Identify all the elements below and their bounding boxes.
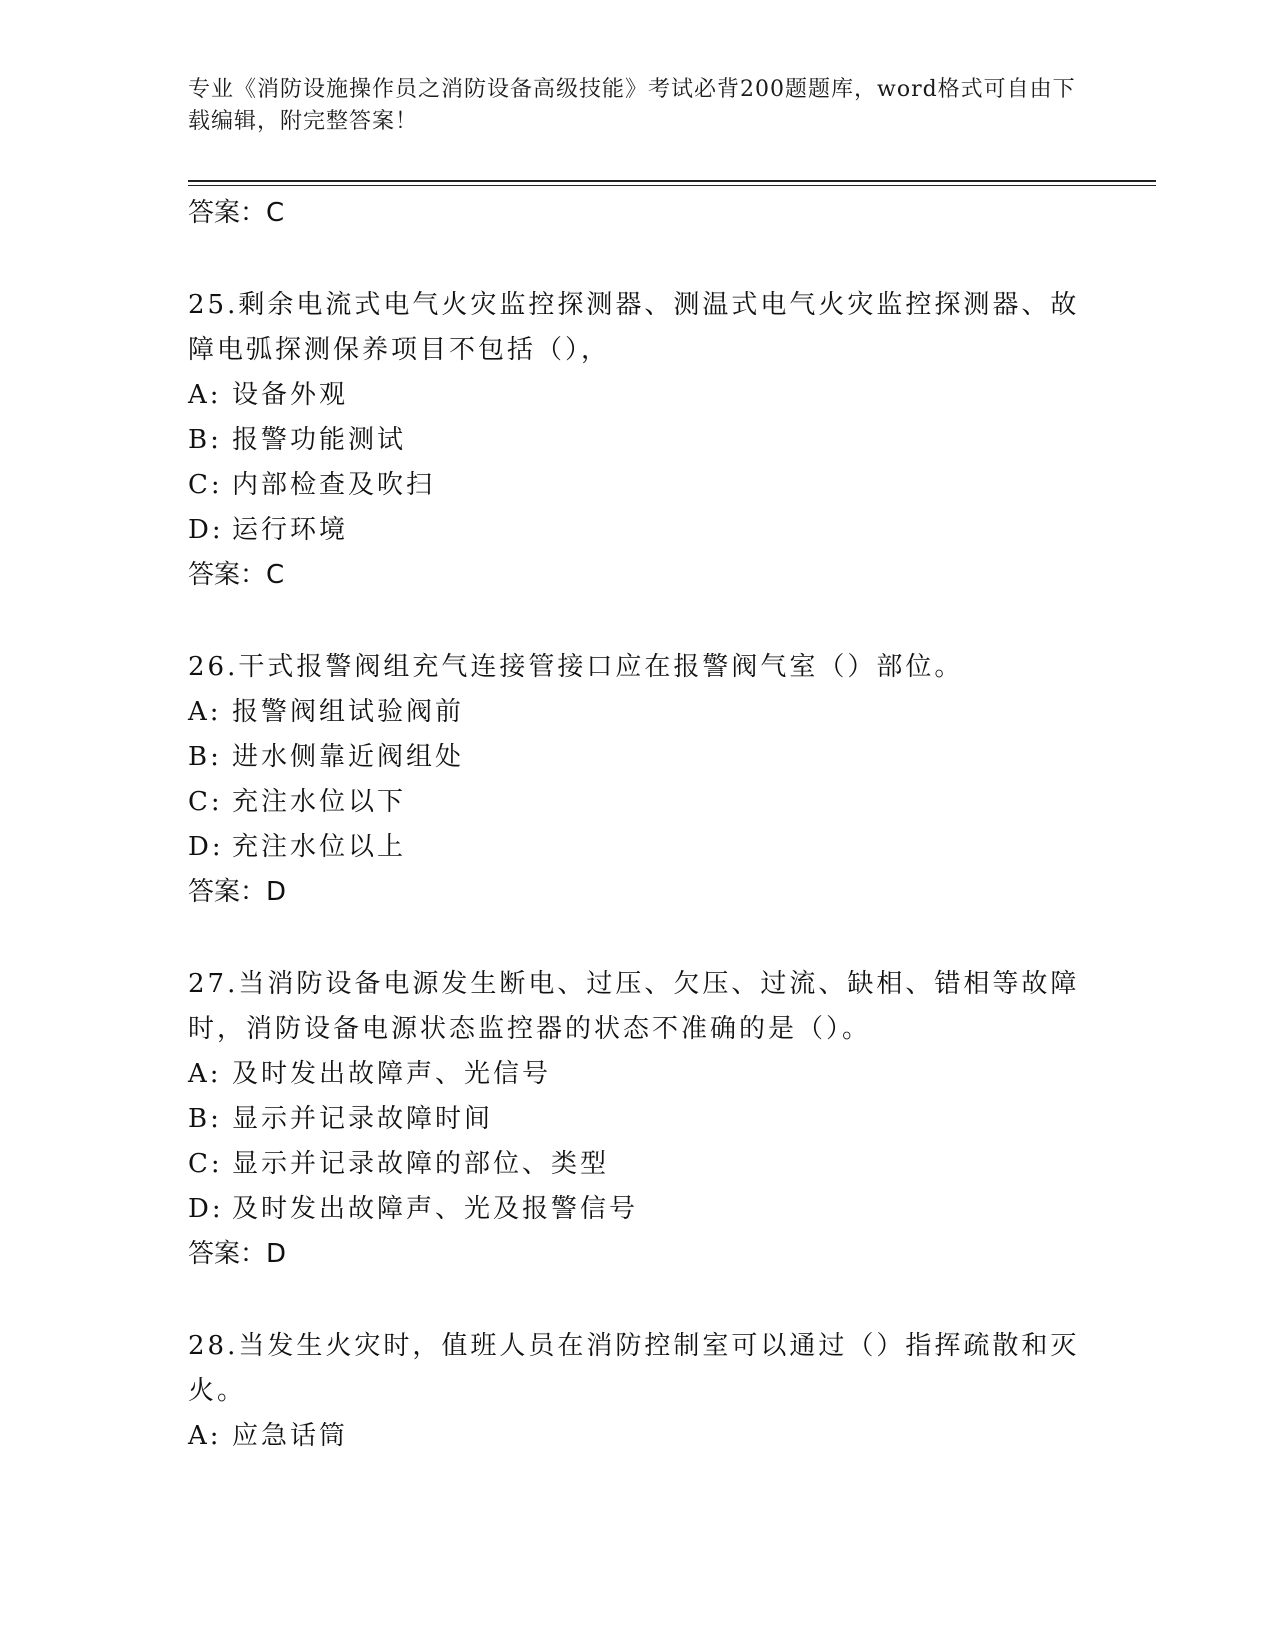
document-body xyxy=(188,188,1088,1459)
option-letter: D: xyxy=(188,515,224,545)
option-c xyxy=(188,463,1088,508)
question-28 xyxy=(188,1324,1088,1459)
option-text: 运行环境 xyxy=(232,515,349,545)
option-letter: A: xyxy=(188,697,222,727)
option-letter: C: xyxy=(188,1149,223,1179)
option-letter: D: xyxy=(188,832,224,862)
option-text: 充注水位以下 xyxy=(232,787,407,817)
answer-line: 答案：D xyxy=(188,877,287,907)
question-26 xyxy=(188,645,1088,914)
question-27 xyxy=(188,962,1088,1276)
option-letter: D: xyxy=(188,1194,224,1224)
option-text: 显示并记录故障的部位、类型 xyxy=(232,1149,610,1179)
option-b xyxy=(188,1097,1088,1142)
option-a xyxy=(188,1414,1088,1459)
option-b xyxy=(188,735,1088,780)
option-a xyxy=(188,1052,1088,1097)
option-letter: A: xyxy=(188,380,222,410)
option-a xyxy=(188,373,1088,418)
option-letter: A: xyxy=(188,1059,222,1089)
answer-line: 答案：C xyxy=(188,560,285,590)
question-stem: 25.剩余电流式电气火灾监控探测器、测温式电气火灾监控探测器、故障电弧探测保养项目不包括（）， xyxy=(188,290,1080,365)
question-stem: 28.当发生火灾时，值班人员在消防控制室可以通过（）指挥疏散和灭火。 xyxy=(188,1331,1080,1406)
option-letter: A: xyxy=(188,1421,222,1451)
option-letter: B: xyxy=(188,1104,222,1134)
answer-line: 答案：D xyxy=(188,1239,287,1269)
option-text: 报警功能测试 xyxy=(232,425,407,455)
option-text: 充注水位以上 xyxy=(232,832,407,862)
question-stem: 27.当消防设备电源发生断电、过压、欠压、过流、缺相、错相等故障时，消防设备电源状态监控器的状态不准确的是（）。 xyxy=(188,969,1080,1044)
option-text: 进水侧靠近阀组处 xyxy=(232,742,465,772)
option-c xyxy=(188,780,1088,825)
option-d xyxy=(188,1187,1088,1232)
option-letter: B: xyxy=(188,425,222,455)
option-b xyxy=(188,418,1088,463)
option-text: 应急话筒 xyxy=(232,1421,349,1451)
option-letter: C: xyxy=(188,470,223,500)
option-text: 内部检查及吹扫 xyxy=(232,470,436,500)
answer-line: 答案：C xyxy=(188,198,285,228)
option-text: 报警阀组试验阀前 xyxy=(232,697,465,727)
header-text: 专业《消防设施操作员之消防设备高级技能》考试必背200题题库，word格式可自由下载编辑，附完整答案！ xyxy=(188,77,1076,134)
option-text: 显示并记录故障时间 xyxy=(232,1104,494,1134)
option-text: 及时发出故障声、光及报警信号 xyxy=(232,1194,639,1224)
page-header xyxy=(188,74,1088,138)
question-25 xyxy=(188,283,1088,597)
header-rule xyxy=(188,180,1156,186)
option-text: 设备外观 xyxy=(232,380,349,410)
option-letter: C: xyxy=(188,787,223,817)
option-d xyxy=(188,508,1088,553)
option-letter: B: xyxy=(188,742,222,772)
question-stem: 26.干式报警阀组充气连接管接口应在报警阀气室（）部位。 xyxy=(188,652,964,682)
option-text: 及时发出故障声、光信号 xyxy=(232,1059,552,1089)
option-c xyxy=(188,1142,1088,1187)
option-a xyxy=(188,690,1088,735)
option-d xyxy=(188,825,1088,870)
